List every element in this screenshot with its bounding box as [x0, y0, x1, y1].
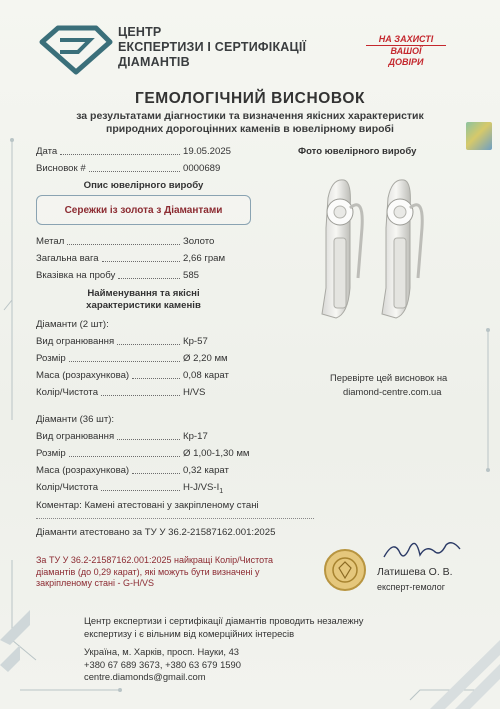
stones1-size-row [36, 353, 182, 364]
red-slogan-stamp [366, 34, 446, 68]
footer-phones: +380 67 689 3673, +380 63 679 1590 [84, 658, 241, 670]
item-description-box: Сережки із золота з Діамантами [36, 195, 251, 225]
subtitle-line1: за результатами діагностики та визначення якісних характеристик [76, 110, 424, 122]
footer-email[interactable]: centre.diamonds@gmail.com [84, 671, 206, 682]
stamp-line3: ДОВІРИ [388, 57, 424, 67]
stones1-size-label: Розмір [36, 353, 66, 364]
standard-footnote: За ТУ У 36.2-21587162.001:2025 найкращі Колір/Чистота діамантів (до 0,29 карат), які можуть бути визначені у закріпленому стані - G-H/VS [36, 555, 274, 588]
footer-line1: Центр експертизи і сертифікації діамантів проводить незалежну [84, 615, 364, 626]
stones2-color-label: Колір/Чистота [36, 482, 99, 493]
footer-contacts [84, 646, 241, 684]
stones1-mass-label: Маса (розрахункова) [36, 370, 130, 381]
footer-statement [84, 615, 363, 640]
stones2-cut-label: Вид огранювання [36, 431, 115, 442]
stones2-cut-row [36, 431, 182, 442]
document-subtitle [20, 110, 480, 136]
organization-name [118, 25, 306, 70]
stones1-title: Діаманти (2 шт): [36, 319, 109, 330]
date-row [36, 146, 182, 157]
attested-standard: Діаманти атестовано за ТУ У 36.2-21587162.001:2025 [36, 527, 276, 538]
stones2-color-row [36, 482, 182, 493]
probe-value: 585 [183, 270, 200, 281]
org-name-line2: ЕКСПЕРТИЗИ І СЕРТИФІКАЦІЇ [118, 40, 307, 54]
stones1-color-label: Колір/Чистота [36, 387, 99, 398]
probe-label: Вказівка на пробу [36, 270, 116, 281]
metal-row [36, 236, 182, 247]
metal-label: Метал [36, 236, 65, 247]
stones2-title: Діаманти (36 шт): [36, 414, 115, 425]
stones2-cut-value: Кр-17 [183, 431, 208, 442]
weight-value: 2,66 грам [183, 253, 226, 264]
stones1-cut-value: Кр-57 [183, 336, 208, 347]
stones2-size-value: Ø 1,00-1,30 мм [183, 448, 250, 459]
subtitle-line2: природних дорогоцінних каменів в ювелірному виробі [106, 123, 394, 135]
divider-line [36, 518, 314, 519]
footer-line2: експертизу і є вільним від комерційних інтересів [84, 627, 295, 639]
stones1-mass-row [36, 370, 182, 381]
verify-website-link[interactable]: diamond-centre.com.ua [343, 386, 442, 397]
comment-value: Камені атестовані у закріпленому стані [84, 500, 259, 511]
footer-address: Україна, м. Харків, просп. Науки, 43 [84, 646, 239, 657]
stones1-mass-value: 0,08 карат [183, 370, 229, 381]
stones1-cut-label: Вид огранювання [36, 336, 115, 347]
stones-header-line1: Найменування та якісні [87, 288, 200, 299]
stones1-cut-row [36, 336, 182, 347]
signatory-role: експерт-гемолог [377, 582, 446, 592]
number-row [36, 163, 182, 174]
date-label: Дата [36, 146, 58, 157]
gold-seal-icon [323, 548, 367, 592]
stones2-size-label: Розмір [36, 448, 66, 459]
document-title: ГЕМОЛОГІЧНИЙ ВИСНОВОК [134, 90, 366, 107]
org-name-line3: ДІАМАНТІВ [118, 55, 190, 69]
stones2-color-value-sub: 1 [219, 487, 224, 495]
stones2-mass-value: 0,32 карат [183, 465, 229, 476]
stones-header-line2: характеристики каменів [86, 300, 201, 311]
stones2-color-value: H-J/VS-I [183, 482, 220, 493]
date-value: 19.05.2025 [183, 146, 232, 157]
weight-row [36, 253, 182, 264]
item-section-label: Опис ювелірного виробу [83, 180, 204, 191]
stamp-line2: ВАШОЇ [390, 46, 422, 56]
comment-row [36, 500, 259, 511]
stones2-size-row [36, 448, 182, 459]
stones2-mass-label: Маса (розрахункова) [36, 465, 130, 476]
stones-header [36, 288, 251, 312]
stones2-color-value-wrap [183, 482, 223, 495]
comment-label: Коментар: [36, 500, 82, 511]
number-label: Висновок # [36, 163, 86, 174]
org-name-line1: ЦЕНТР [118, 25, 162, 39]
probe-row [36, 270, 182, 281]
handwritten-signature [380, 535, 470, 565]
stones1-color-row [36, 387, 182, 398]
stamp-line1: НА ЗАХИСТІ [366, 34, 446, 46]
metal-value: Золото [183, 236, 215, 247]
number-value: 0000689 [183, 163, 221, 174]
diamond-logo-icon [38, 24, 113, 76]
stones1-color-value: H/VS [183, 387, 206, 398]
stones1-size-value: Ø 2,20 мм [183, 353, 228, 364]
verify-text: Перевірте цей висновок на [330, 372, 448, 383]
stones2-mass-row [36, 465, 182, 476]
weight-label: Загальна вага [36, 253, 99, 264]
photo-label: Фото ювелірного виробу [298, 146, 417, 157]
signatory-name: Латишева О. В. [377, 566, 453, 578]
earrings-photo [292, 168, 472, 338]
